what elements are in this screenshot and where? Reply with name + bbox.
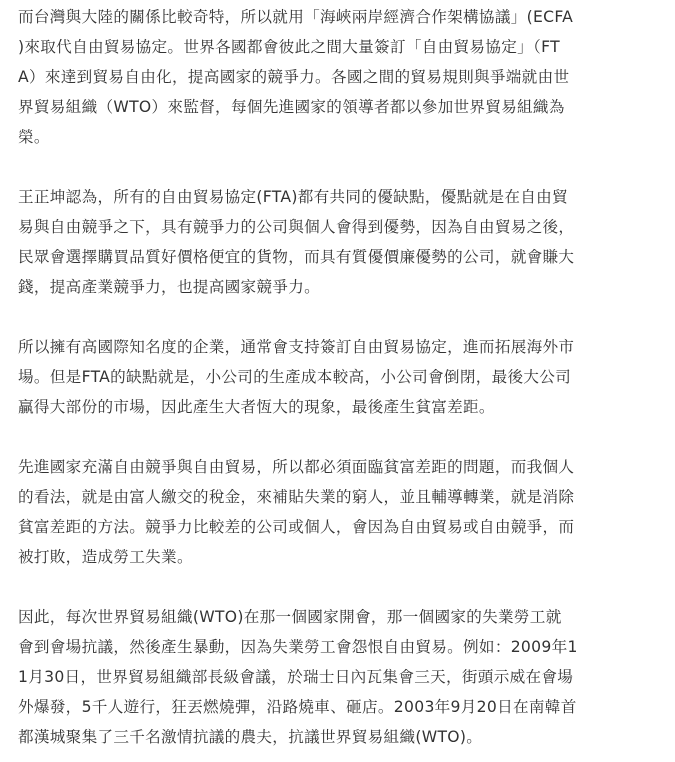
text-line: 易與自由競爭之下，具有競爭力的公司與個人會得到優勢，因為自由貿易之後，	[18, 218, 575, 236]
text-line: 榮。	[18, 128, 50, 146]
text-line: 先進國家充滿自由競爭與自由貿易，所以都必須面臨貧富差距的問題，而我個人	[18, 458, 575, 476]
paragraph-wto-protests	[18, 602, 658, 752]
text-line: 的看法，就是由富人繳交的稅金，來補貼失業的窮人，並且輔導轉業，就是消除	[18, 488, 575, 506]
text-line: 因此，每次世界貿易組織(WTO)在那一個國家開會，那一個國家的失業勞工就	[18, 608, 562, 626]
text-line: 民眾會選擇購買品質好價格便宜的貨物，而具有質優價廉優勢的公司，就會賺大	[18, 248, 575, 266]
text-line: 贏得大部份的市場，因此產生大者恆大的現象，最後產生貧富差距。	[18, 398, 495, 416]
text-line: 界貿易組織（WTO）來監督，每個先進國家的領導者都以參加世界貿易組織為	[18, 98, 565, 116]
text-line: 外爆發，5千人遊行，狂丟燃燒彈，沿路燒車、砸店。2003年9月20日在南韓首	[18, 698, 577, 716]
paragraph-wealth-gap	[18, 452, 658, 572]
text-line: 王正坤認為，所有的自由貿易協定(FTA)都有共同的優缺點，優點就是在自由貿	[18, 188, 568, 206]
paragraph-fta-drawbacks	[18, 332, 658, 422]
text-line: )來取代自由貿易協定。世界各國都會彼此之間大量簽訂「自由貿易協定」（FT	[18, 38, 560, 56]
text-line: 而台灣與大陸的關係比較奇特，所以就用「海峽兩岸經濟合作架構協議」(ECFA	[18, 8, 574, 26]
text-line: 貧富差距的方法。競爭力比較差的公司或個人，會因為自由貿易或自由競爭，而	[18, 518, 575, 536]
text-line: 場。但是FTA的缺點就是，小公司的生產成本較高，小公司會倒閉，最後大公司	[18, 368, 572, 386]
paragraph-ecfa	[18, 2, 658, 152]
text-line: 會到會場抗議，然後產生暴動，因為失業勞工會怨恨自由貿易。例如：2009年1	[18, 638, 578, 656]
article-body	[18, 2, 658, 752]
text-line: 被打敗，造成勞工失業。	[18, 548, 193, 566]
paragraph-fta-pros-cons	[18, 182, 658, 302]
text-line: 1月30日，世界貿易組織部長級會議，於瑞士日內瓦集會三天，街頭示威在會場	[18, 668, 574, 686]
text-line: 所以擁有高國際知名度的企業，通常會支持簽訂自由貿易協定，進而拓展海外市	[18, 338, 575, 356]
text-line: 錢，提高產業競爭力，也提高國家競爭力。	[18, 278, 320, 296]
text-line: A）來達到貿易自由化，提高國家的競爭力。各國之間的貿易規則與爭端就由世	[18, 68, 570, 86]
text-line: 都漢城聚集了三千名激情抗議的農夫，抗議世界貿易組織(WTO)。	[18, 728, 483, 746]
